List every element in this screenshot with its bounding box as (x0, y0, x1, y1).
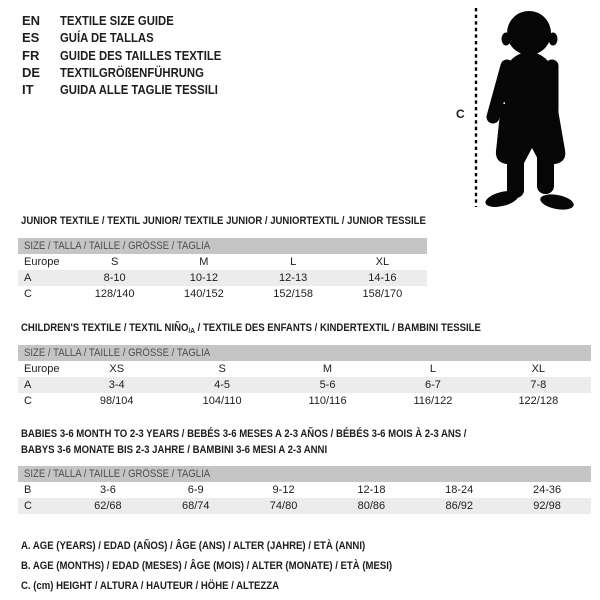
table-cell: 12-18 (357, 484, 386, 496)
baby-leg-left (507, 150, 524, 198)
table-row (18, 498, 591, 514)
section-title (21, 426, 600, 458)
table-row (18, 270, 427, 286)
legend-text: B. AGE (MONTHS) / EDAD (MESES) / ÂGE (MOIS) / ALTER (MONATE) / ETÀ (MESI) (21, 560, 393, 572)
baby-shorts (496, 104, 565, 165)
legend-line (21, 540, 448, 560)
row-label: A (24, 272, 32, 284)
table-cell: 7-8 (530, 379, 547, 391)
table-cell: 6-7 (424, 379, 441, 391)
table-cell: M (322, 363, 333, 375)
table-cell: 9-12 (272, 484, 295, 496)
section-title (21, 213, 486, 229)
baby-foot-right (539, 192, 575, 212)
table-row (18, 361, 591, 377)
table-cell: 128/140 (94, 288, 135, 300)
table-cell: 74/80 (269, 500, 298, 512)
section-title-text: /A (188, 326, 195, 335)
language-title: TEXTILE SIZE GUIDE (60, 13, 174, 28)
section-title-text: BABIES 3-6 MONTH TO 2-3 YEARS / BEBÉS 3-6 MESES A 2-3 AÑOS / BÉBÉS 3-6 MOIS À 2-3 ANS / (21, 428, 467, 440)
table-cell: 24-36 (532, 484, 562, 496)
table-cell: XL (531, 363, 546, 375)
table-cell: 14-16 (368, 272, 397, 284)
table-cell: 116/122 (413, 395, 453, 407)
table-cell: L (429, 363, 436, 375)
table-cell: S (110, 256, 119, 268)
section-title-text: CHILDREN'S TEXTILE / TEXTIL NIÑO (21, 322, 189, 334)
language-title: GUIDE DES TAILLES TEXTILE (60, 47, 222, 63)
section-title-line (21, 442, 327, 458)
section-title-text: / TEXTILE DES ENFANTS / KINDERTEXTIL / BAMBINI TESSILE (194, 322, 481, 334)
language-code: EN (22, 13, 41, 28)
table-cell: S (218, 363, 226, 375)
language-row (22, 47, 245, 64)
table-cell: XL (375, 256, 390, 268)
language-row (22, 64, 245, 81)
table-cell: XS (109, 363, 125, 375)
table-cell: 98/104 (99, 395, 134, 407)
table-cell: 110/116 (308, 395, 347, 407)
table-cell: 8-10 (103, 272, 126, 284)
size-header-label: SIZE / TALLA / TAILLE / GRÖSSE / TAGLIA (24, 468, 211, 480)
language-code: IT (22, 82, 34, 98)
size-table (18, 238, 427, 302)
legend-text: C. (cm) HEIGHT / ALTURA / HAUTEUR / HÖHE / ALTEZZA (21, 580, 280, 592)
size-header-label: SIZE / TALLA / TAILLE / GRÖSSE / TAGLIA (24, 240, 211, 252)
language-title: GUIDA ALLE TAGLIE TESSILI (60, 82, 218, 98)
size-table (18, 466, 591, 514)
row-label: A (24, 379, 32, 391)
row-label: Europe (24, 256, 60, 268)
language-row (22, 12, 245, 29)
table-cell: 92/98 (533, 500, 561, 512)
table-cell: 4-5 (214, 379, 231, 391)
section-title-line (21, 426, 466, 442)
table-cell: 80/86 (357, 500, 386, 512)
table-cell: 140/152 (183, 288, 224, 300)
table-cell: 68/74 (181, 500, 210, 512)
table-cell: 122/128 (518, 395, 559, 407)
baby-leg-right (537, 148, 554, 194)
height-measure-label: C (456, 107, 465, 121)
language-code: DE (22, 64, 41, 80)
table-row (18, 286, 427, 302)
table-cell: 18-24 (445, 484, 474, 496)
table-cell: 62/68 (94, 500, 122, 512)
section-title-line (21, 213, 426, 229)
size-header-label: SIZE / TALLA / TAILLE / GRÖSSE / TAGLIA (24, 347, 211, 359)
table-row (18, 393, 591, 409)
size-header-bar (18, 466, 591, 482)
size-header-bar (18, 238, 427, 254)
language-row (22, 29, 245, 46)
language-title: GUÍA DE TALLAS (60, 30, 154, 46)
section-title (21, 320, 550, 339)
row-label: C (24, 288, 32, 300)
row-label: Europe (24, 363, 60, 375)
table-cell: 3-4 (108, 379, 125, 391)
language-row (22, 81, 245, 98)
table-cell: M (199, 256, 209, 268)
section-title-text: BABYS 3-6 MONATE BIS 2-3 JAHRE / BAMBINI 3-6 MESI A 2-3 ANNI (21, 444, 328, 456)
table-row (18, 482, 591, 498)
legend-line (21, 580, 448, 600)
legend-line (21, 560, 448, 580)
row-label: C (24, 500, 32, 512)
baby-ear-left (502, 33, 511, 46)
legend-text: A. AGE (YEARS) / EDAD (AÑOS) / ÂGE (ANS) / ALTER (JAHRE) / ETÀ (ANNI) (21, 540, 366, 552)
table-cell: 86/92 (445, 500, 473, 512)
row-label: B (24, 484, 32, 496)
table-cell: L (290, 256, 297, 268)
table-cell: 12-13 (279, 272, 308, 284)
table-cell: 6-9 (187, 484, 204, 496)
language-title: TEXTILGRÖßENFÜHRUNG (60, 64, 204, 80)
table-cell: 10-12 (189, 272, 218, 284)
table-row (18, 254, 427, 270)
row-label: C (24, 395, 32, 407)
section-title-line (21, 320, 481, 339)
section-title-text: JUNIOR TEXTILE / TEXTIL JUNIOR/ TEXTILE JUNIOR / JUNIORTEXTIL / JUNIOR TESSILE (21, 215, 426, 227)
table-cell: 104/110 (202, 395, 242, 407)
size-table (18, 345, 591, 409)
size-header-bar (18, 345, 591, 361)
legend (21, 540, 448, 600)
baby-head (507, 11, 551, 55)
table-cell: 152/158 (273, 288, 313, 300)
baby-ear-right (549, 33, 558, 46)
language-code: ES (22, 30, 40, 46)
table-cell: 3-6 (99, 484, 116, 496)
table-row (18, 377, 591, 393)
table-cell: 5-6 (319, 379, 336, 391)
language-title-list (22, 12, 245, 98)
language-code: FR (22, 47, 40, 63)
table-cell: 158/170 (362, 288, 403, 300)
